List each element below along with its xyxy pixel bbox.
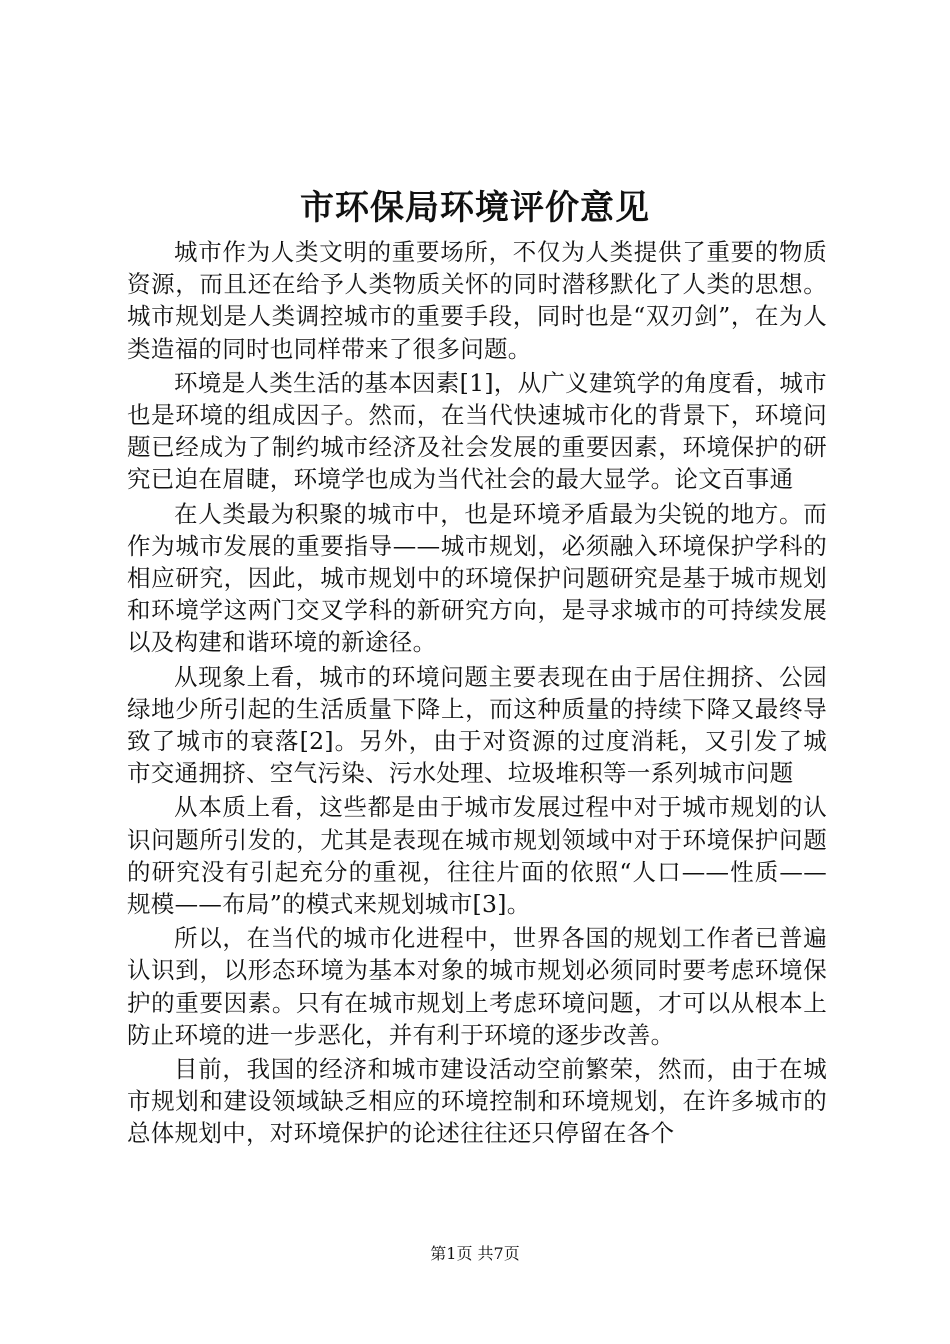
page-footer [0,1243,950,1265]
paragraph: 从本质上看，这些都是由于城市发展过程中对于城市规划的认识问题所引发的，尤其是表现在城市规划领域中对于环境保护问题的研究没有引起充分的重视，往往片面的依照“人口——性质——规模——布局”的模式来规划城市[3]。 [127,793,827,919]
paragraph: 从现象上看，城市的环境问题主要表现在由于居住拥挤、公园绿地少所引起的生活质量下降上，而这种质量的持续下降又最终导致了城市的衰落[2]。另外，由于对资源的过度消耗，又引发了城市交通拥挤、空气污染、污水处理、垃圾堆积等一系列城市问题 [127,662,827,788]
paragraph: 在人类最为积聚的城市中，也是环境矛盾最为尖锐的地方。而作为城市发展的重要指导——城市规划，必须融入环境保护学科的相应研究，因此，城市规划中的环境保护问题研究是基于城市规划和环境学这两门交叉学科的新研究方向，是寻求城市的可持续发展以及构建和谐环境的新途径。 [127,499,827,657]
page-indicator: 第1页 共7页 [430,1244,520,1263]
paragraph: 所以，在当代的城市化进程中，世界各国的规划工作者已普遍认识到，以形态环境为基本对象的城市规划必须同时要考虑环境保护的重要因素。只有在城市规划上考虑环境问题，才可以从根本上防止环境的进一步恶化，并有利于环境的逐步改善。 [127,924,827,1049]
document-title: 市环保局环境评价意见 [300,188,650,228]
paragraph: 目前，我国的经济和城市建设活动空前繁荣，然而，由于在城市规划和建设领域缺乏相应的环境控制和环境规划，在许多城市的总体规划中，对环境保护的论述往往还只停留在各个 [127,1055,827,1148]
paragraph: 环境是人类生活的基本因素[1]，从广义建筑学的角度看，城市也是环境的组成因子。然而，在当代快速城市化的背景下，环境问题已经成为了制约城市经济及社会发展的重要因素，环境保护的研究已迫在眉睫，环境学也成为当代社会的最大显学。论文百事通 [127,368,827,494]
paragraph: 城市作为人类文明的重要场所，不仅为人类提供了重要的物质资源，而且还在给予人类物质关怀的同时潜移默化了人类的思想。城市规划是人类调控城市的重要手段，同时也是“双刃剑”，在为人类造福的同时也同样带来了很多问题。 [127,238,827,363]
document-body [127,236,827,1152]
